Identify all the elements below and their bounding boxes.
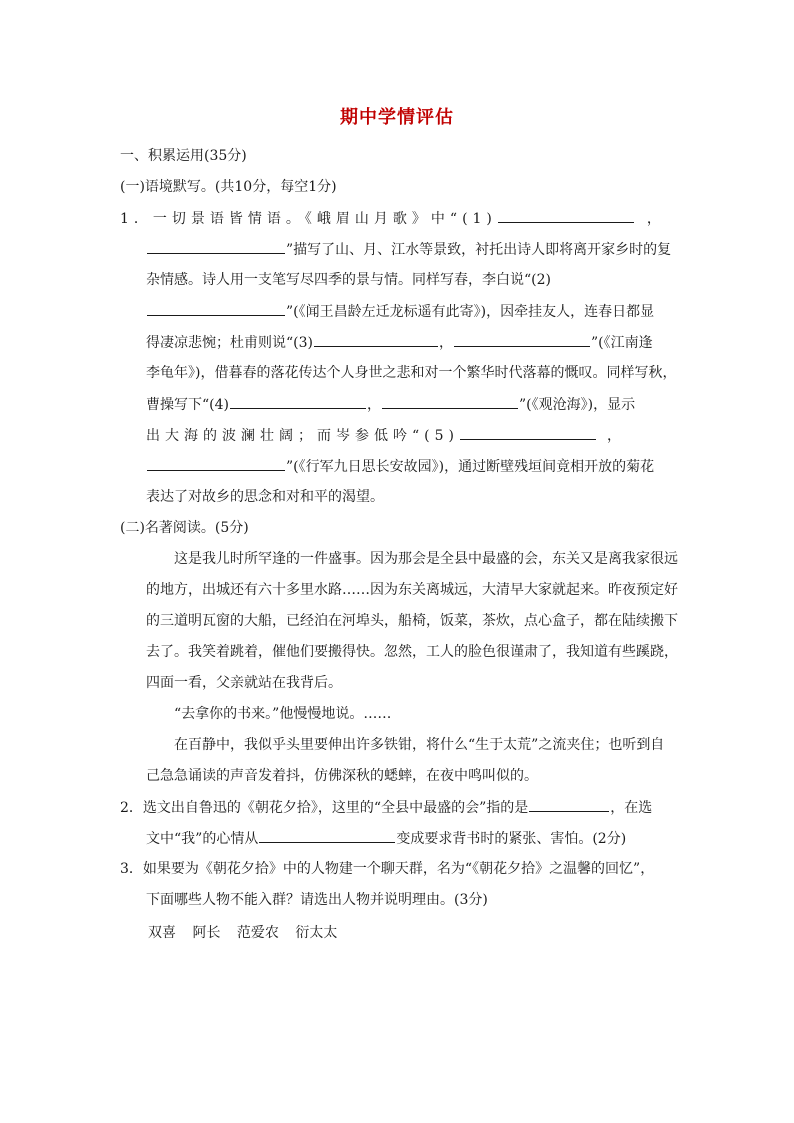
option-item: 衍太太 [295,925,338,941]
answer-blank-5a[interactable] [460,425,596,440]
answer-blank-q2a[interactable] [529,797,609,812]
q1-line-2 [146,239,671,260]
q1-text: ”(《行军九日思长安故园》)，通过断壁残垣间竟相开放的菊花 [286,459,655,475]
answer-blank-q2b[interactable] [259,828,395,843]
q1-line-1 [120,208,661,229]
answer-blank-4b[interactable] [382,394,518,409]
q2-text: 变成要求背书时的紧张、害怕。(2分) [396,831,627,847]
answer-blank-3b[interactable] [454,332,590,347]
q1-line-6 [146,363,676,383]
subsection-heading-recitation: (一)语境默写。(共10分，每空1分) [120,179,337,195]
q1-line-4 [146,301,654,322]
passage-line: 的地方，出城还有六十多里水路……因为东关离城远，大清早大家就起来。昨夜预定好 [146,582,678,598]
passage-line: 在百静中，我似乎头里要伸出许多铁钳，将什么“生于太荒”之流夹住；也听到自 [174,737,665,753]
q2-text: 2．选文出自鲁迅的《朝花夕拾》，这里的“全县中最盛的会”指的是 [120,800,529,816]
passage-line: 己急急诵读的声音发着抖，仿佛深秋的蟋蟀，在夜中鸣叫似的。 [146,768,538,784]
q3-line-2: 下面哪些人物不能入群？请选出人物并说明理由。(3分) [146,892,488,908]
answer-blank-2b[interactable] [147,301,285,316]
q1-line-8 [146,425,621,446]
answer-blank-3a[interactable] [314,332,438,347]
q3-line-1: 3．如果要为《朝花夕拾》中的人物建一个聊天群，名为“《朝花夕拾》之温馨的回忆”， [120,861,655,877]
answer-blank-1b[interactable] [147,239,285,254]
q2-line-1 [120,797,652,818]
q1-text: 1．一切景语皆情语。《峨眉山月歌》中“(1) [120,211,497,227]
q1-comma: ， [607,428,621,444]
answer-blank-5b[interactable] [147,456,285,471]
q1-text: ”(《观沧海》)，显示 [519,397,636,413]
q1-line-9 [146,456,654,477]
option-item: 范爱农 [236,925,279,941]
q1-comma: ， [367,397,381,413]
q2-line-2 [146,828,626,849]
passage-line: 这是我儿时所罕逢的一件盛事。因为那会是全县中最盛的会，东关又是离我家很远 [174,551,678,567]
q1-text: 曹操写下“(4) [146,397,229,413]
q1-comma: ， [439,335,453,351]
q1-comma: ， [646,211,661,227]
option-item: 双喜 [148,925,176,941]
page-title: 期中学情评估 [340,107,454,128]
q1-line-10: 表达了对故乡的思念和对和平的渴望。 [146,489,384,505]
q1-text: 出大海的波澜壮阔；而岑参低吟“(5) [146,428,459,444]
passage-line: 四面一看，父亲就站在我背后。 [146,675,342,691]
q2-text: 文中“我”的心情从 [146,831,259,847]
q2-text: ，在选 [610,800,653,816]
q1-text: 得凄凉悲惋；杜甫则说“(3) [146,335,313,351]
q1-line-7 [146,394,635,415]
option-item: 阿长 [192,925,221,941]
q1-text: 李龟年》)，借暮春的落花传达个人身世之悲和对一个繁华时代落幕的慨叹。同样写秋， [146,365,677,381]
q1-line-3 [146,270,551,290]
q1-text: ”(《闻王昌龄左迁龙标遥有此寄》)，因牵挂友人，连春日都显 [286,304,655,320]
answer-blank-4a[interactable] [230,394,366,409]
q1-text: ”描写了山、月、江水等景致，衬托出诗人即将离开家乡时的复 [286,242,672,258]
passage-line: 的三道明瓦窗的大船，已经泊在河埠头，船椅，饭菜，茶炊，点心盒子，都在陆续搬下 [146,613,678,629]
answer-blank-1a[interactable] [498,208,634,223]
q1-line-5 [146,332,653,353]
passage-line: “去拿你的书来。”他慢慢地说。…… [174,706,392,722]
section-heading: 一、积累运用(35分) [120,148,247,164]
q3-options [148,923,337,943]
subsection-heading-reading: (二)名著阅读。(5分) [120,520,249,536]
q1-text: 杂情感。诗人用一支笔写尽四季的景与情。同样写春，李白说“(2) [146,272,551,288]
passage-line: 去了。我笑着跳着，催他们要搬得快。忽然，工人的脸色很谨肃了，我知道有些蹊跷， [146,644,678,660]
q1-text: ”(《江南逢 [591,335,653,351]
